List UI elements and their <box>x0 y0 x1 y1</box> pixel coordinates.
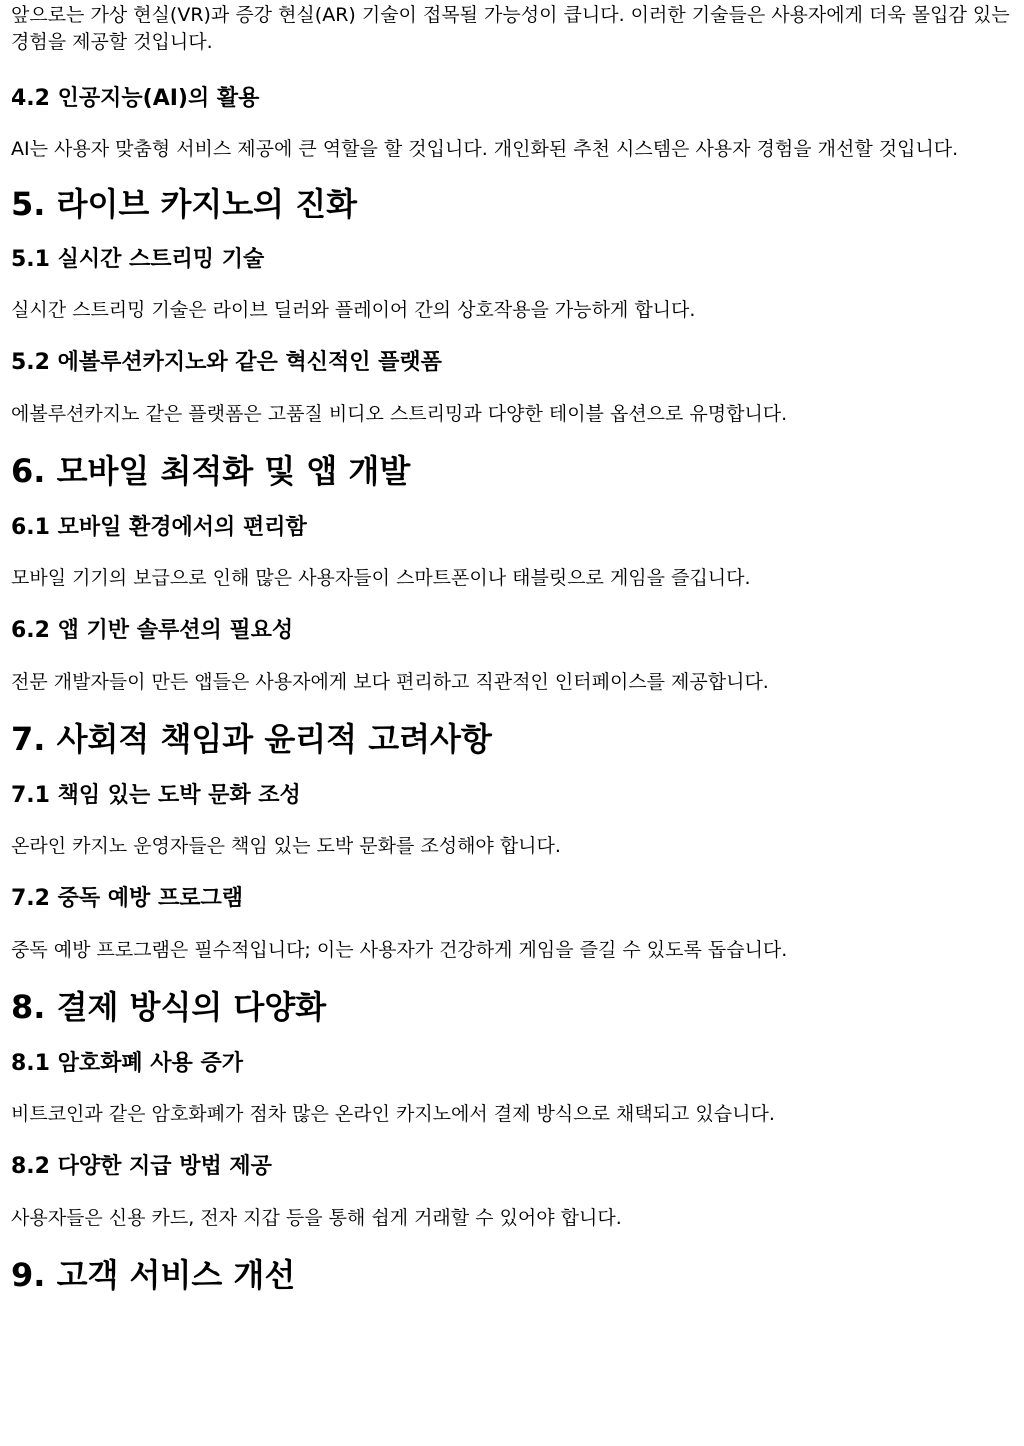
heading-7-2-addiction-prevention: 7.2 중독 예방 프로그램 <box>11 886 243 911</box>
paragraph-streaming: 실시간 스트리밍 기술은 라이브 딜러와 플레이어 간의 상호작용을 가능하게 합니다. <box>11 299 696 321</box>
paragraph-vr-ar: 앞으로는 가상 현실(VR)과 증강 현실(AR) 기술이 접목될 가능성이 큽니다. 이러한 기술들은 사용자에게 더욱 몰입감 있는 경험을 제공할 것입니다. <box>11 4 1010 53</box>
paragraph-payment-methods: 사용자들은 신용 카드, 전자 지갑 등을 통해 쉽게 거래할 수 있어야 합니다. <box>11 1207 622 1229</box>
paragraph-platform: 에볼루션카지노 같은 플랫폼은 고품질 비디오 스트리밍과 다양한 테이블 옵션으로 유명합니다. <box>11 403 788 425</box>
paragraph-ai: AI는 사용자 맞춤형 서비스 제공에 큰 역할을 할 것입니다. 개인화된 추천 시스템은 사용자 경험을 개선할 것입니다. <box>11 138 959 160</box>
heading-6-2-app-solutions: 6.2 앱 기반 솔루션의 필요성 <box>11 618 294 643</box>
heading-6-mobile: 6. 모바일 최적화 및 앱 개발 <box>11 452 411 490</box>
heading-4-2-ai: 4.2 인공지능(AI)의 활용 <box>11 86 260 111</box>
heading-8-payment: 8. 결제 방식의 다양화 <box>11 988 327 1026</box>
article-body <box>11 0 1016 1295</box>
paragraph-addiction-prevention: 중독 예방 프로그램은 필수적입니다; 이는 사용자가 건강하게 게임을 즐길 수 있도록 돕습니다. <box>11 939 788 961</box>
heading-5-live-casino: 5. 라이브 카지노의 진화 <box>11 185 358 223</box>
heading-7-social-responsibility: 7. 사회적 책임과 윤리적 고려사항 <box>11 720 492 758</box>
paragraph-mobile-convenience: 모바일 기기의 보급으로 인해 많은 사용자들이 스마트폰이나 태블릿으로 게임을 즐깁니다. <box>11 567 751 589</box>
heading-5-1-streaming: 5.1 실시간 스트리밍 기술 <box>11 247 265 272</box>
heading-7-1-responsible-gambling: 7.1 책임 있는 도박 문화 조성 <box>11 783 301 808</box>
paragraph-responsible-gambling: 온라인 카지노 운영자들은 책임 있는 도박 문화를 조성해야 합니다. <box>11 835 561 857</box>
paragraph-app-solutions: 전문 개발자들이 만든 앱들은 사용자에게 보다 편리하고 직관적인 인터페이스를 제공합니다. <box>11 671 769 693</box>
heading-6-1-mobile-convenience: 6.1 모바일 환경에서의 편리함 <box>11 515 307 540</box>
paragraph-crypto: 비트코인과 같은 암호화폐가 점차 많은 온라인 카지노에서 결제 방식으로 채택되고 있습니다. <box>11 1103 775 1125</box>
heading-5-2-platform: 5.2 에볼루션카지노와 같은 혁신적인 플랫폼 <box>11 350 442 375</box>
heading-8-1-crypto: 8.1 암호화폐 사용 증가 <box>11 1051 243 1076</box>
heading-9-customer-service: 9. 고객 서비스 개선 <box>11 1256 296 1294</box>
heading-8-2-payment-methods: 8.2 다양한 지급 방법 제공 <box>11 1154 272 1179</box>
